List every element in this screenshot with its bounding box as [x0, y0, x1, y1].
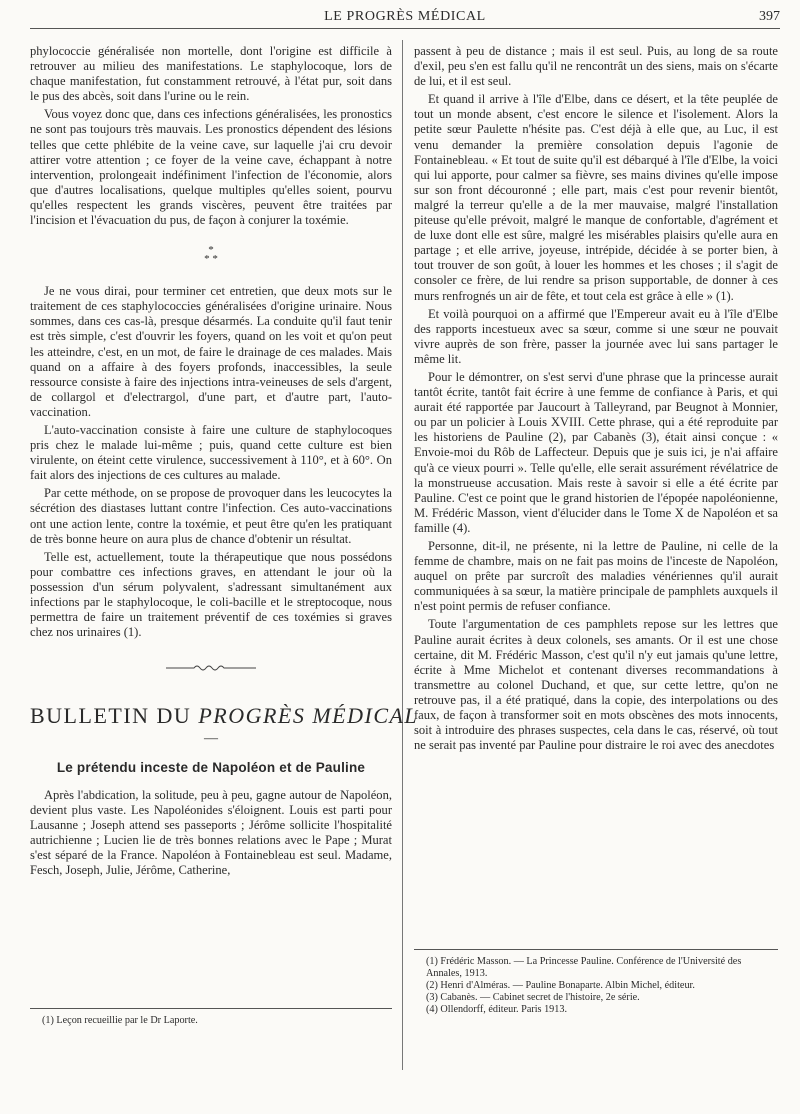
paragraph: Par cette méthode, on se propose de provoquer dans les leucocytes la sécrétion des diastases luttant contre l'infection. Ces auto-vaccinations ont une action lente, contre la toxémie, et peut être qu'en les pratiquant de très bonne heure on aura plus de chance d'obtenir un résultat.	[30, 486, 392, 546]
left-column	[30, 44, 419, 881]
paragraph: Et voilà pourquoi on a affirmé que l'Empereur avait eu à l'île d'Elbe des rapports incestueux avec sa sœur, comme si une sœur ne pouvait vivre auprès de son frère, passer la journée avec lui sans partager le même lit.	[414, 306, 778, 366]
right-footnotes	[414, 949, 778, 1016]
paragraph: Toute l'argumentation de ces pamphlets repose sur les lettres que Pauline aurait écrites à deux colonels, ses amants. Or il est une chose certaine, dit M. Frédéric Masson, c'est qu'il n'y eut jamais qu'une lettre, écrite à Mme Michelot et contenant diverses recommandations à transmettre au colonel Duchand, et que, sur cette lettre, qu'on ne retrouve pas, il a été pratiqué, dans la copie, des interpolations ou des faux, de façon à transformer soit en mots obscènes des mots innocents, soit à introduire des phrases suspectes, cela dans le cas, réservé, où tout ne serait pas inventé par Pauline pour distraire le roi avec des anecdotes	[414, 617, 778, 753]
footnote: (1) Leçon recueillie par le Dr Laporte.	[42, 1015, 198, 1026]
section-break-asterism	[30, 246, 392, 264]
article-title: Le prétendu inceste de Napoléon et de Pauline	[56, 760, 366, 776]
paragraph: phylococcie généralisée non mortelle, dont l'origine est difficile à retrouver au milieu des manifestations. Le staphylocoque, lors de chaque manifestation, fut constamment retrouvé, à l'état pur, soit dans le pus des abcès, soit dans l'urine ou le rein.	[30, 44, 392, 104]
wavy-rule-icon	[166, 663, 256, 673]
asterisk: *	[208, 244, 214, 257]
running-header	[30, 6, 780, 29]
column-divider	[402, 40, 403, 1070]
footnote-rule	[30, 1008, 392, 1009]
left-footnotes	[30, 1008, 392, 1027]
paragraph: Telle est, actuellement, toute la thérapeutique que nous possédons pour combattre ces infections graves, en attendant le jour où la possession d'un sérum polyvalent, s'adressant simultanément aux infections par le staphylocoque, le coli-bacille et le streptocoque, nous permettra de faire un traitement préventif de ces toxémies si graves chez nos urinaires (1).	[30, 549, 392, 640]
right-column	[414, 44, 778, 756]
paragraph: Je ne vous dirai, pour terminer cet entretien, que deux mots sur le traitement de ces staphylococcies généralisées d'origine urinaire. Nous sommes, dans ces cas-là, presque désarmés. La conduite qu'il faut tenir est très simple, c'est d'ouvrir les foyers, quand on les voit et qu'on peut les atteindre, c'est, en un mot, de faire le drainage de ces malades. Mais quand on a affaire à des foyers profonds, inaccessibles, la seule ressource consiste à faire des injections intra-veineuses de sels d'argent, de collargol et d'electrargol, d'une part, et d'autre part, l'auto-vaccination.	[30, 284, 392, 419]
footnote: (3) Cabanès. — Cabinet secret de l'histoire, 2e série.	[426, 992, 640, 1003]
asterisk-pair: * *	[204, 253, 218, 266]
heading-dash: —	[204, 731, 218, 747]
footnote-rule	[414, 949, 778, 950]
footnote: (1) Frédéric Masson. — La Princesse Pauline. Conférence de l'Université des Annales, 1913.	[426, 956, 742, 979]
paragraph: Et quand il arrive à l'île d'Elbe, dans ce désert, et la tête peuplée de tout un monde absent, c'est encore le silence et l'isolement. Alors la petite sœur Paulette n'hésite pas. C'est déjà à elle que, au Luc, il est venu demander la première consolation depuis l'agonie de Fontainebleau. « Et tout de suite qu'il est débarqué à l'île d'Elbe, la voici qui lui apporte, pour calmer sa fièvre, ses mains divines qu'elle impose sur son front découronné ; elle part, mais c'est pour revenir bientôt, malgré la terreur qu'elle a de la mer mauvaise, malgré l'installation piteuse qu'elle prévoit, malgré le manque de confortable, d'agrément et de luxe dont elle est sûre, malgré les misérables plaisirs qu'elle aura en partage ; et elle arrive, joyeuse, intrépide, décidée à se porter bien, à tout trouver de son goût, à louer les hommes et les choses ; il s'agit de consoler ce frère, de lui rendre sa prison supportable, de donner à ces murs renfrognés un air de fête, et tout cela est grâce à elle » (1).	[414, 92, 778, 303]
paragraph: passent à peu de distance ; mais il est seul. Puis, au long de sa route d'exil, peu s'en est fallu qu'il ne rencontrât un des siens, mais on s'écarte de lui, et il est seul.	[414, 44, 778, 89]
journal-title: LE PROGRÈS MÉDICAL	[324, 9, 486, 24]
page-number: 397	[759, 9, 780, 24]
paragraph: Personne, dit-il, ne présente, ni la lettre de Pauline, ni celle de la femme de chambre, mais on ne fait pas moins de l'inceste de Napoléon, auquel on prête par surcroît des maladies vénériennes qu'il aurait communiquées à sa sœur, la matière principale de pamphlets auxquels il n'est point permis de refuser confiance.	[414, 539, 778, 614]
section-ornament	[30, 662, 392, 677]
bulletin-heading-italic: PROGRÈS MÉDICAL	[198, 703, 419, 729]
paragraph: Après l'abdication, la solitude, peu à peu, gagne autour de Napoléon, devient plus vaste. Les Napoléonides s'éloignent. Louis est parti pour Lausanne ; Joseph attend ses passeports ; Jérôme sollicite l'hospitalité autrichienne ; Lucien lie de très bonnes relations avec le Pape ; Murat s'est séparé de la France. Napoléon à Fontainebleau est seul. Madame, Fesch, Joseph, Julie, Jérôme, Catherine,	[30, 787, 392, 878]
footnote: (4) Ollendorff, éditeur. Paris 1913.	[426, 1004, 567, 1015]
footnote: (2) Henri d'Alméras. — Pauline Bonaparte. Albin Michel, éditeur.	[426, 980, 695, 991]
paragraph: Pour le démontrer, on s'est servi d'une phrase que la princesse aurait tantôt écrite, tantôt fait écrire à une femme de confiance à Paris, et qui aurait été rapportée par Jaucourt à Talleyrand, par Beugnot à Monnier, ou par un policier à Louis XVIII. Cette phrase, qui a été reproduite par les historiens de Pauline (2), par Cabanès (3), était ainsi conçue : « Envoie-moi du Rôb de Laffecteur. Depuis que je suis ici, je n'ai affaire qu'à ce vieux pourri ». Telle qu'elle, elle serait assurément révélatrice de la monstrueuse accusation. Mais reste à savoir si elle a été écrite par Pauline. C'est ce point que le grand historien de l'épopée napoléonienne, M. Frédéric Masson, vient d'élucider dans le Tome X de Napoléon et sa famille (4).	[414, 369, 778, 535]
bulletin-heading	[30, 703, 419, 729]
bulletin-heading-prefix: BULLETIN DU	[30, 703, 199, 729]
paragraph: L'auto-vaccination consiste à faire une culture de staphylocoques pris chez le malade lui-même ; puis, quand cette culture est bien virulente, on éteint cette virulence, successivement à 110°, et à 60°. On fait alors des injections de ces cultures au malade.	[30, 422, 392, 483]
paragraph: Vous voyez donc que, dans ces infections généralisées, les pronostics ne sont pas toujours très mauvais. Les pronostics dépendent des lésions telles que cette phlébite de la veine cave, sur laquelle j'ai cru devoir attirer votre attention ; ce foyer de la veine cave, échappant à notre intervention, prolongeait indéfiniment l'infection de l'économie, alors que d'autres localisations, quelque multiples qu'elles soient, pourvu qu'elles respectent les grands viscères, peuvent être traitées par l'incision et l'évacuation du pus, de façon à conjurer la toxémie.	[30, 107, 392, 228]
